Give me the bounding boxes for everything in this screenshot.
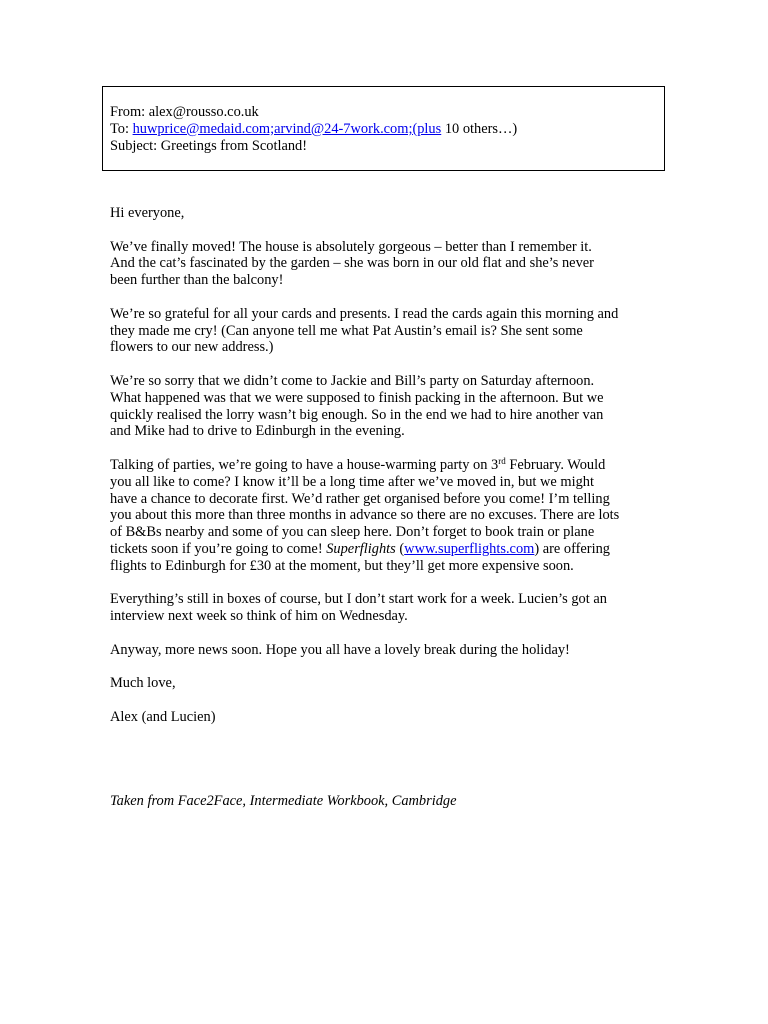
- paragraph-line: have a chance to decorate first. We’d rather get organised before you come! I’m telling: [110, 490, 610, 507]
- paragraph-line: We’ve finally moved! The house is absolutely gorgeous – better than I remember it.: [110, 238, 592, 255]
- paragraph-line: Everything’s still in boxes of course, but I don’t start work for a week. Lucien’s got an: [110, 591, 607, 608]
- recipient-email-links[interactable]: huwprice@medaid.com;arvind@24-7work.com;(plus: [132, 120, 442, 137]
- paragraph-boxes: [110, 591, 670, 625]
- paragraph-moved: [110, 239, 670, 289]
- paragraph-line: And the cat’s fascinated by the garden – she was born in our old flat and she’s never: [110, 255, 594, 272]
- paragraph-line: been further than the balcony!: [110, 272, 284, 289]
- paragraph-line: of B&Bs nearby and some of you can sleep here. Don’t forget to book train or plane: [110, 524, 595, 541]
- paragraph-line: [110, 457, 670, 474]
- sign-off: [110, 675, 670, 692]
- party-text-a: Talking of parties, we’re going to have a house-warming party on 3: [110, 456, 499, 473]
- source-credit: Taken from Face2Face, Intermediate Workbook, Cambridge: [110, 793, 457, 809]
- to-line: [110, 121, 664, 138]
- paragraph-line: Anyway, more news soon. Hope you all have a lovely break during the holiday!: [110, 641, 570, 658]
- offering-text: ) are offering: [534, 540, 610, 557]
- paragraph-line: they made me cry! (Can anyone tell me what Pat Austin’s email is? She sent some: [110, 322, 583, 339]
- paragraph-line: quickly realised the lorry wasn’t big enough. So in the end we had to hire another van: [110, 406, 604, 423]
- signature: [110, 709, 670, 726]
- subject-label: Subject:: [110, 137, 161, 154]
- paragraph-line: flights to Edinburgh for £30 at the moment, but they’ll get more expensive soon.: [110, 557, 574, 574]
- to-label: To:: [110, 120, 133, 137]
- to-others: 10 others…): [441, 120, 518, 137]
- open-paren: (: [395, 540, 405, 557]
- paragraph-grateful: [110, 306, 670, 356]
- tickets-text: tickets soon if you’re going to come!: [110, 540, 327, 557]
- superflights-name: Superflights: [326, 540, 396, 557]
- paragraph-line: flowers to our new address.): [110, 339, 274, 356]
- paragraph-news: [110, 642, 670, 659]
- subject-line: [110, 138, 664, 155]
- paragraph-line: What happened was that we were supposed to finish packing in the afternoon. But we: [110, 389, 604, 406]
- party-text-b: February. Would: [505, 456, 606, 473]
- greeting-text: Hi everyone,: [110, 205, 185, 221]
- paragraph-line: interview next week so think of him on Wednesday.: [110, 608, 408, 625]
- paragraph-party: [110, 457, 670, 575]
- paragraph-line: We’re so sorry that we didn’t come to Jackie and Bill’s party on Saturday afternoon.: [110, 372, 595, 389]
- from-label: From:: [110, 104, 149, 120]
- from-address: alex@rousso.co.uk: [148, 104, 259, 120]
- ordinal-suffix: rd: [498, 455, 506, 466]
- paragraph-line: [110, 541, 670, 558]
- paragraph-sorry: [110, 373, 670, 440]
- paragraph-line: you about this more than three months in advance so there are no excuses. There are lots: [110, 507, 620, 524]
- email-header-box: [102, 86, 665, 171]
- superflights-link[interactable]: www.superflights.com: [404, 540, 535, 557]
- from-line: [110, 104, 664, 121]
- sign-off-text: Much love,: [110, 675, 176, 692]
- paragraph-line: We’re so grateful for all your cards and presents. I read the cards again this morning and: [110, 305, 619, 322]
- paragraph-line: and Mike had to drive to Edinburgh in the evening.: [110, 423, 405, 440]
- email-body: [110, 205, 670, 726]
- signature-text: Alex (and Lucien): [110, 708, 216, 725]
- greeting: [110, 205, 670, 222]
- subject-text: Greetings from Scotland!: [160, 137, 308, 154]
- paragraph-line: you all like to come? I know it’ll be a long time after we’ve moved in, but we might: [110, 473, 594, 490]
